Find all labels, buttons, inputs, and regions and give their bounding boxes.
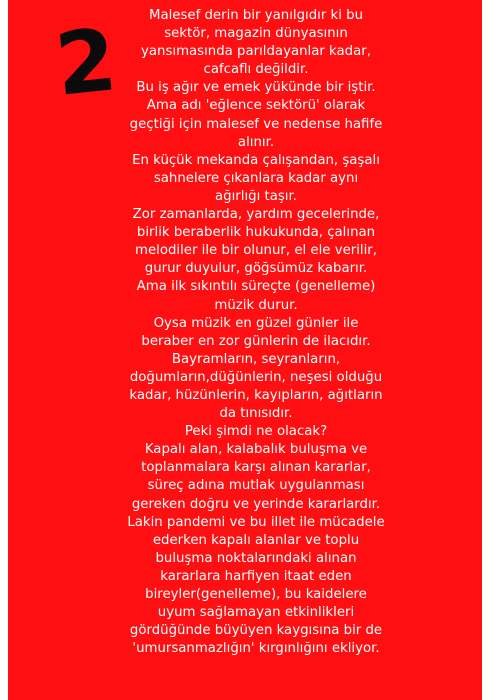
text-line: gurur duyulur, göğsümüz kabarır. [144,261,368,277]
text-line: toplanmalara karşı alınan kararlar, [141,460,371,476]
text-line: cafcaflı değildir. [203,62,309,78]
text-line: müzik durur. [214,297,298,313]
text-line: gereken doğru ve yerinde kararlardır. [131,496,381,512]
text-line: ağırlığı taşır. [215,188,297,204]
text-line: Ama adı 'eğlence sektörü' olarak [146,98,366,114]
text-line: yansımasında parıldayanlar kadar, [141,44,371,60]
text-line: da tınısıdır. [219,406,293,422]
text-line: sektör, magazin dünyasının [164,26,348,42]
text-line: Bu iş ağır ve emek yükünde bir iştir. [136,80,376,96]
text-line: uyum sağlamayan etkinlikleri [157,605,355,621]
text-line: bireyler(genelleme), bu kaidelere [145,587,367,602]
text-line: ederken kapalı alanlar ve toplu [152,532,360,548]
text-line: buluşma noktalarındaki alınan [155,550,357,566]
text-line: En küçük mekanda çalışandan, şaşalı [132,152,380,168]
text-line: sahnelere çıkanlara kadar aynı [153,170,359,186]
text-line: geçtiği için malesef ve nedense hafife [129,116,383,132]
text-line: alınır. [237,134,275,150]
text-line: Bayramların, seyranların, [171,351,341,367]
text-line: melodiler ile bir olunur, el ele verilir, [135,243,377,259]
text-line: birlik beraberlik hukukunda, çalınan [136,225,376,241]
text-line: Peki şimdi ne olacak? [184,424,328,440]
body-text [106,7,406,658]
text-line: Ama ilk sıkıntılı süreçte (genelleme) [136,279,376,295]
text-line: süreç adına mutlak uygulanması [147,478,365,494]
text-line: beraber en zor günlerin de ilacıdır. [141,333,371,349]
text-line: Oysa müzik en güzel günler ile [153,315,359,331]
text-line: kadar, hüzünlerin, kayıpların, ağıtların [129,387,383,403]
text-line: Zor zamanlarda, yardım gecelerinde, [132,207,380,223]
text-line: Lakin pandemi ve bu illet ile mücadele [127,514,385,530]
text-line: doğumların,düğünlerin, neşesi olduğu [129,369,383,385]
text-line: kararlara harfiyen itaat eden [160,568,352,584]
text-line: Malesef derin bir yanılgıdır ki bu [148,8,364,23]
text-line: Kapalı alan, kalabalık buluşma ve [144,442,368,458]
handwritten-page-number: 2 [50,10,121,116]
text-line: 'umursanmazlığın' kırgınlığını ekliyor. [132,641,380,657]
text-line: gördüğünde büyüyen kaygısına bir de [129,623,383,639]
